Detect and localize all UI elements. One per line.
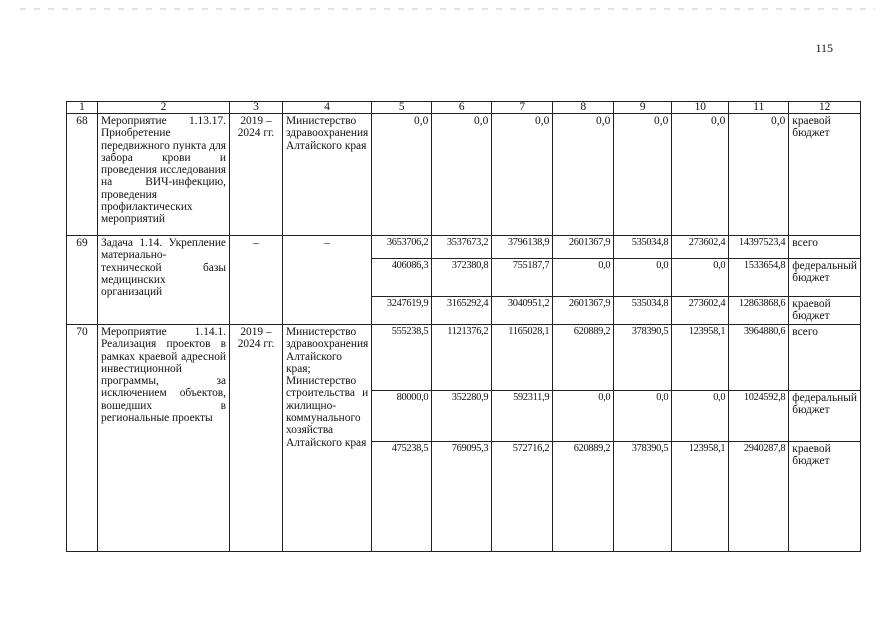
funding-source: федеральный бюджет	[789, 259, 861, 297]
value-2023: 0,0	[614, 391, 672, 442]
page-number: 115	[815, 41, 833, 55]
value-2023: 378390,5	[614, 325, 672, 391]
value-2023: 378390,5	[614, 442, 672, 552]
column-number-row	[67, 102, 861, 114]
funding-source: всего	[789, 325, 861, 391]
value-total: 1024592,8	[729, 391, 789, 442]
activity-name: Мероприятие 1.13.17. Приобретение передвижного пункта для забора крови и проведения исследования на ВИЧ-инфекцию, проведения профилактических мероприятий	[98, 114, 230, 236]
col-num: 7	[492, 102, 553, 114]
value-2024: 0,0	[672, 259, 729, 297]
value-2022: 2601367,9	[553, 297, 614, 325]
col-num: 3	[230, 102, 283, 114]
value-total: 12863868,6	[729, 297, 789, 325]
funding-source: всего	[789, 236, 861, 259]
col-num: 9	[614, 102, 672, 114]
activity-name: Задача 1.14. Укрепление материально-технической базы медицинских организаций	[98, 236, 230, 325]
value-2021: 3796138,9	[492, 236, 553, 259]
value-2023: 0,0	[614, 114, 672, 236]
col-num: 10	[672, 102, 729, 114]
value-2022: 0,0	[553, 114, 614, 236]
value-2020: 1121376,2	[432, 325, 492, 391]
col-num: 2	[98, 102, 230, 114]
value-2023: 535034,8	[614, 236, 672, 259]
col-num: 4	[283, 102, 372, 114]
value-2022: 2601367,9	[553, 236, 614, 259]
value-2022: 620889,2	[553, 325, 614, 391]
value-2019: 3653706,2	[372, 236, 432, 259]
period: –	[230, 236, 283, 325]
col-num: 11	[729, 102, 789, 114]
value-2024: 123958,1	[672, 325, 729, 391]
value-2023: 535034,8	[614, 297, 672, 325]
value-2021: 572716,2	[492, 442, 553, 552]
value-2022: 0,0	[553, 391, 614, 442]
period: 2019 – 2024 гг.	[230, 114, 283, 236]
value-total: 2940287,8	[729, 442, 789, 552]
value-2021: 592311,9	[492, 391, 553, 442]
row-number: 68	[67, 114, 98, 236]
value-2022: 620889,2	[553, 442, 614, 552]
row-number: 70	[67, 325, 98, 552]
funding-source: краевой бюджет	[789, 442, 861, 552]
period: 2019 – 2024 гг.	[230, 325, 283, 552]
value-2020: 372380,8	[432, 259, 492, 297]
value-2019: 3247619,9	[372, 297, 432, 325]
value-2021: 0,0	[492, 114, 553, 236]
value-2024: 0,0	[672, 391, 729, 442]
col-num: 5	[372, 102, 432, 114]
col-num: 1	[67, 102, 98, 114]
value-2020: 0,0	[432, 114, 492, 236]
value-2024: 273602,4	[672, 236, 729, 259]
row-number: 69	[67, 236, 98, 325]
executor: Министерство здравоохранения Алтайского края; Министерство строительства и жилищно-коммунального хозяйства Алтайского края	[283, 325, 372, 552]
value-2019: 0,0	[372, 114, 432, 236]
value-2024: 123958,1	[672, 442, 729, 552]
value-2021: 755187,7	[492, 259, 553, 297]
table-row	[67, 325, 861, 391]
value-2021: 1165028,1	[492, 325, 553, 391]
funding-source: краевой бюджет	[789, 297, 861, 325]
funding-source: федеральный бюджет	[789, 391, 861, 442]
value-2022: 0,0	[553, 259, 614, 297]
executor: –	[283, 236, 372, 325]
value-2019: 80000,0	[372, 391, 432, 442]
value-2019: 406086,3	[372, 259, 432, 297]
program-table	[66, 101, 861, 552]
table-row	[67, 236, 861, 259]
value-total: 14397523,4	[729, 236, 789, 259]
value-2023: 0,0	[614, 259, 672, 297]
value-2019: 475238,5	[372, 442, 432, 552]
value-total: 1533654,8	[729, 259, 789, 297]
value-2019: 555238,5	[372, 325, 432, 391]
value-2024: 0,0	[672, 114, 729, 236]
value-2020: 769095,3	[432, 442, 492, 552]
value-2020: 3165292,4	[432, 297, 492, 325]
scan-artifact	[20, 8, 875, 10]
funding-source: краевой бюджет	[789, 114, 861, 236]
value-total: 3964880,6	[729, 325, 789, 391]
value-2024: 273602,4	[672, 297, 729, 325]
col-num: 6	[432, 102, 492, 114]
table-row	[67, 114, 861, 236]
executor: Министерство здравоохранения Алтайского края	[283, 114, 372, 236]
value-2020: 3537673,2	[432, 236, 492, 259]
value-total: 0,0	[729, 114, 789, 236]
col-num: 12	[789, 102, 861, 114]
value-2021: 3040951,2	[492, 297, 553, 325]
col-num: 8	[553, 102, 614, 114]
activity-name: Мероприятие 1.14.1. Реализация проектов в рамках краевой адресной инвестиционной программы, за исключением объектов, вошедших в региональные проекты	[98, 325, 230, 552]
value-2020: 352280,9	[432, 391, 492, 442]
